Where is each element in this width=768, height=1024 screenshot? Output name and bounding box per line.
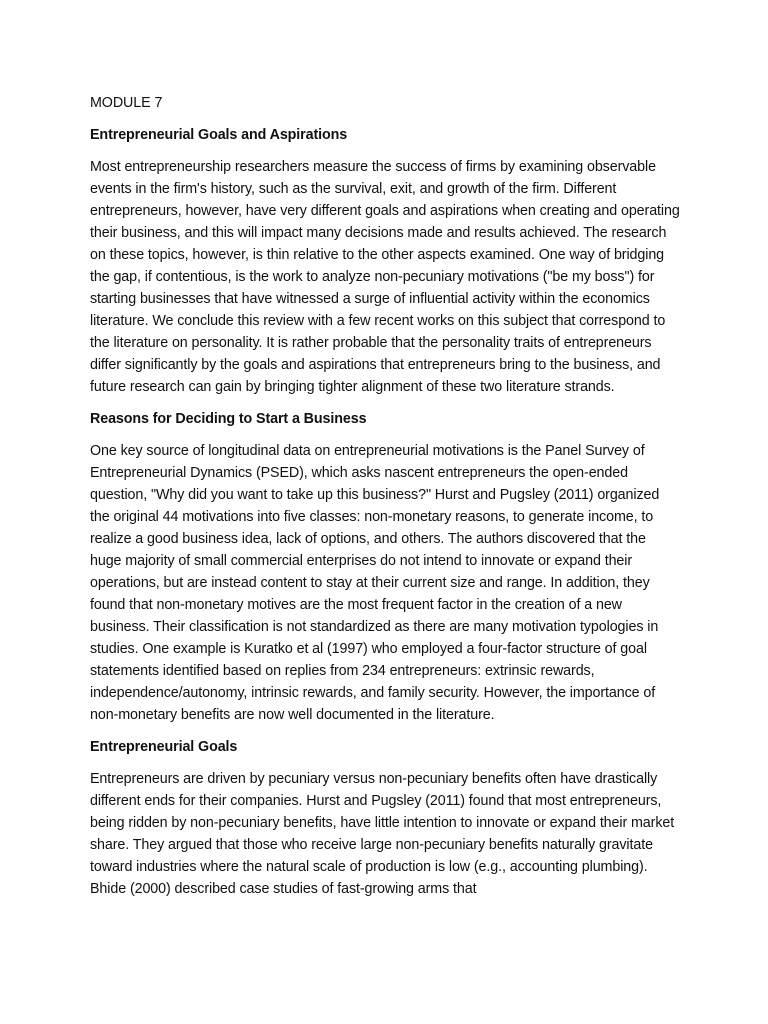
section-paragraph-reasons: One key source of longitudinal data on entrepreneurial motivations is the Panel Survey of Entrepreneurial Dynamics (PSED), which asks nascent entrepreneurs the open-ended question, "Why did you want to take up this business?" Hurst and Pugsley (2011) organized the original 44 motivations into five classes: non-monetary reasons, to generate income, to realize a good business idea, lack of options, and others. The authors discovered that the huge majority of small commercial enterprises do not intend to innovate or expand their operations, but are instead content to stay at their current size and range. In addition, they found that non-monetary motives are the most frequent factor in the creation of a new business. Their classification is not standardized as there are many motivation typologies in studies. One example is Kuratko et al (1997) who employed a four-factor structure of goal statements identified based on replies from 234 entrepreneurs: extrinsic rewards, independence/autonomy, intrinsic rewards, and family security. However, the importance of non-monetary benefits are now well documented in the literature. <box>90 443 660 723</box>
section-paragraph-entrepreneurial-goals: Entrepreneurs are driven by pecuniary versus non-pecuniary benefits often have drastically different ends for their companies. Hurst and Pugsley (2011) found that most entrepreneurs, being ridden by non-pecuniary benefits, have little intention to innovate or expand their market share. They argued that those who receive large non-pecuniary benefits naturally gravitate toward industries where the natural scale of production is low (e.g., accounting plumbing). Bhide (2000) described case studies of fast-growing arms that <box>90 771 675 897</box>
section-paragraph-goals-aspirations: Most entrepreneurship researchers measure the success of firms by examining observable events in the firm's history, such as the survival, exit, and growth of the firm. Different entrepreneurs, however, have very different goals and aspirations when creating and operating their business, and this will impact many decisions made and results achieved. The research on these topics, however, is thin relative to the other aspects examined. One way of bridging the gap, if contentious, is the work to analyze non-pecuniary motivations ("be my boss") for starting businesses that have witnessed a surge of influential activity within the economics literature. We conclude this review with a few recent works on this subject that correspond to the literature on personality. It is rather probable that the personality traits of entrepreneurs differ significantly by the goals and aspirations that entrepreneurs bring to the business, and future research can gain by bringing tighter alignment of these two literature strands. <box>90 159 680 395</box>
document-page <box>90 92 680 910</box>
section-heading-goals-aspirations: Entrepreneurial Goals and Aspirations <box>90 127 348 143</box>
section-heading-entrepreneurial-goals: Entrepreneurial Goals <box>90 739 238 755</box>
module-label: MODULE 7 <box>90 95 163 111</box>
section-heading-reasons: Reasons for Deciding to Start a Business <box>90 411 367 427</box>
